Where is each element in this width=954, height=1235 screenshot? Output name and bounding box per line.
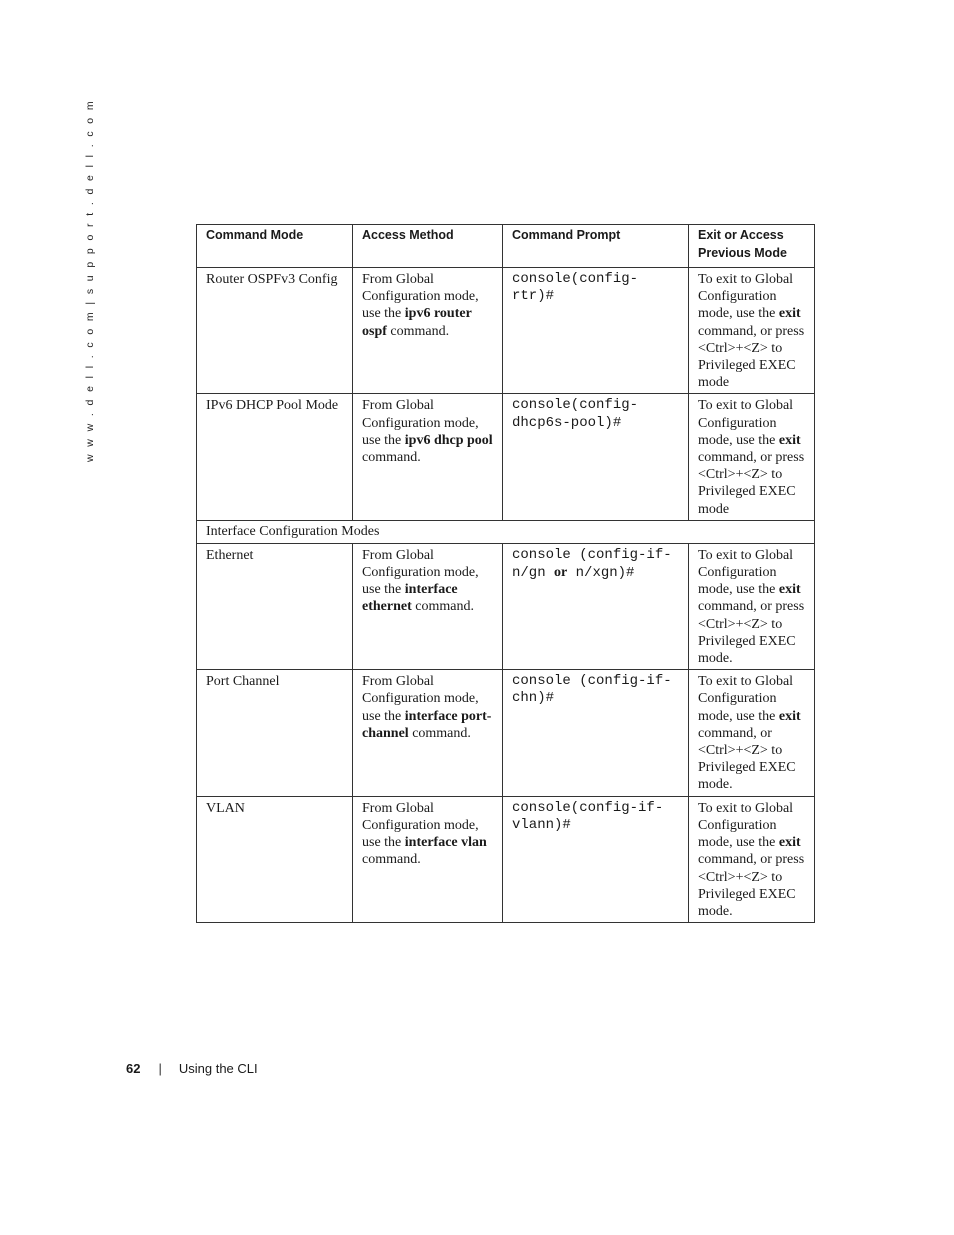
footer-section-title: Using the CLI [178,1061,258,1076]
cell-exit [689,268,815,394]
table-header-row [197,225,815,268]
access-text: From Global Configuration mode, use the [362,674,479,724]
footer-separator: | [158,1061,162,1076]
table-row [197,268,815,394]
cell-exit [689,394,815,520]
access-text: From Global Configuration mode, use the [362,547,479,598]
prompt-part: n/xgn)# [567,565,635,582]
side-url-text: w w w . d e l l . c o m | s u p p o r t . d e l l . c o m [84,98,96,462]
access-command: interface vlan [404,835,487,851]
access-command: ipv6 router ospf [362,306,472,339]
exit-command: exit [778,432,801,448]
cell-access [353,670,503,796]
command-mode-table [196,224,815,923]
cell-mode: Port Channel [197,670,353,796]
table-row [197,796,815,922]
prompt-part: console (config-if-n/gn [512,546,672,582]
access-command: ipv6 dhcp pool [404,432,493,448]
cell-prompt: console (config-if-chn)# [503,670,689,796]
access-command: interface port-channel [362,708,492,741]
access-text: command. [408,725,471,741]
cell-access [353,394,503,520]
page-number: 62 [126,1061,141,1076]
header-access-method: Access Method [353,225,503,268]
exit-text: To exit to Global Configuration mode, use the [698,674,794,724]
cell-prompt: console(config-if-vlann)# [503,796,689,922]
cell-prompt [503,543,689,669]
exit-text: command, or press <Ctrl>+<Z> to Privileged EXEC mode. [698,852,805,919]
access-command: interface ethernet [362,582,458,615]
table-row [197,543,815,669]
access-text: From Global Configuration mode, use the [362,800,479,851]
access-text: command. [362,852,421,868]
exit-text: To exit to Global Configuration mode, use the [698,800,794,851]
cell-exit [689,796,815,922]
cell-mode: Router OSPFv3 Config [197,268,353,394]
cell-prompt: console(config-dhcp6s-pool)# [503,394,689,520]
table-row [197,670,815,796]
cell-mode: VLAN [197,796,353,922]
access-text: command. [386,323,450,339]
cell-mode: Ethernet [197,543,353,669]
access-text: command. [362,450,421,466]
cell-access [353,268,503,394]
prompt-or: or [554,565,568,581]
cell-access [353,543,503,669]
exit-text: To exit to Global Configuration mode, use the [698,272,794,322]
exit-text: command, or press <Ctrl>+<Z> to Privileged EXEC mode. [698,599,805,667]
exit-text: To exit to Global Configuration mode, use the [698,398,794,448]
exit-text: command, or press <Ctrl>+<Z> to Privileged EXEC mode [698,323,805,391]
exit-text: To exit to Global Configuration mode, use the [698,547,794,598]
exit-command: exit [778,582,801,598]
access-text: From Global Configuration mode, use the [362,272,479,322]
cell-exit [689,670,815,796]
exit-text: command, or <Ctrl>+<Z> to Privileged EXEC mode. [698,725,796,793]
exit-command: exit [778,835,801,851]
header-command-prompt: Command Prompt [503,225,689,268]
exit-text: command, or press <Ctrl>+<Z> to Privileged EXEC mode [698,450,805,517]
cell-access [353,796,503,922]
exit-command: exit [778,708,801,724]
section-title: Interface Configuration Modes [197,520,815,543]
access-text: From Global Configuration mode, use the [362,398,479,448]
header-exit-mode: Exit or Access Previous Mode [689,225,815,268]
cell-prompt: console(config-rtr)# [503,268,689,394]
table-row [197,394,815,520]
section-row [197,520,815,543]
access-text: command. [411,599,474,615]
header-command-mode: Command Mode [197,225,353,268]
exit-command: exit [778,306,801,322]
cell-exit [689,543,815,669]
cell-mode: IPv6 DHCP Pool Mode [197,394,353,520]
page-footer [126,1061,258,1076]
